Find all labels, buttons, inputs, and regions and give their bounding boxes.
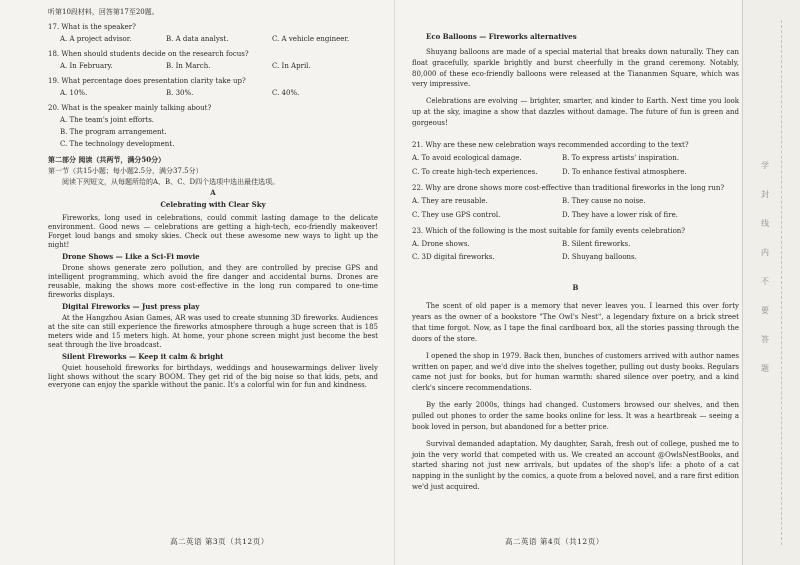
- subheading-drone-shows: Drone Shows — Like a Sci-Fi movie: [62, 252, 200, 262]
- option: A. A project advisor.: [60, 34, 132, 43]
- passage-paragraph: By the early 2000s, things had changed. Customers browsed our shelves, and then pulled out phones to order the same books online for less. It was a heartbreak — seeing a book loved in person, but abandoned for a better price.: [412, 401, 739, 431]
- subheading-digital-fireworks: Digital Fireworks — Just press play: [62, 301, 200, 311]
- option: C. In April.: [272, 61, 311, 70]
- question-17-options: [48, 35, 378, 44]
- option: B. The program arrangement.: [60, 127, 167, 136]
- subheading-eco-balloons: Eco Balloons — Fireworks alternatives: [426, 32, 577, 41]
- option: C. 40%.: [272, 88, 300, 97]
- option: B. To express artists' inspiration.: [562, 153, 679, 162]
- option: D. To enhance festival atmosphere.: [562, 167, 687, 176]
- option: A. The team's joint efforts.: [60, 115, 155, 124]
- passage-paragraph: Quiet household fireworks for birthdays, weddings and housewarmings deliver lively light shows without the scary BOOM. They get rid of the big noise so that kids, pets, and everyone can enjoy the sparkle without the panic. It's a colorful win for fun and kindness.: [48, 363, 378, 390]
- passage-paragraph: Survival demanded adaptation. My daughter, Sarah, fresh out of college, pushed me to join the very world that competed with us. We created an account @OwlsNestBooks, and started sharing not just new arrivals, but updates of the shop's life: a photo of a cat napping in the sunlight by the comics, a quote from a beloved novel, and a rare first edition we'd just acquired.: [412, 439, 739, 492]
- question-22-options-row2: [412, 211, 739, 220]
- option: A. They are reusable.: [412, 196, 488, 205]
- section-one-heading: 第一节（共15小题；每小题2.5分，满分37.5分）: [48, 167, 203, 176]
- passage-paragraph: Shuyang balloons are made of a special material that breaks down naturally. They can float gracefully, sparkle brightly and burst cheerfully in the grand ceremony. Notably, 80,000 of these eco-friendly balloons were released at the Tiananmen Square, which was very impressive.: [412, 47, 739, 89]
- option: B. A data analyst.: [166, 34, 229, 43]
- option: C. To create high-tech experiences.: [412, 167, 538, 176]
- option: C. They use GPS control.: [412, 210, 501, 219]
- option: A. To avoid ecological damage.: [412, 153, 522, 162]
- part-two-heading: 第二部分 阅读（共两节，满分50分）: [48, 155, 166, 165]
- seal-char: 线: [761, 219, 769, 228]
- seal-char: 不: [761, 277, 769, 286]
- page-footer-right: 高二英语 第4页（共12页）: [505, 537, 604, 546]
- question-19-options: [48, 89, 378, 98]
- listening-intro: 听第10段材料，回答第17至20题。: [48, 8, 159, 16]
- option: C. A vehicle engineer.: [272, 34, 350, 43]
- passage-title: Celebrating with Clear Sky: [160, 200, 266, 210]
- binding-margin: [742, 0, 800, 565]
- passage-paragraph: Celebrations are evolving — brighter, smarter, and kinder to Earth. Next time you look up at the sky, imagine a show that dazzles without damage. The future of fun is green and gorgeous!: [412, 97, 739, 128]
- question-21-options-row2: [412, 168, 739, 177]
- option: B. They cause no noise.: [562, 196, 646, 205]
- option: A. In February.: [60, 61, 113, 70]
- seal-char: 答: [761, 335, 769, 344]
- option: D. Shuyang balloons.: [562, 253, 637, 262]
- option: A. Drone shows.: [412, 239, 470, 248]
- seal-line: [781, 20, 782, 545]
- question-23-options-row1: [412, 240, 739, 249]
- question-20: 20. What is the speaker mainly talking about?: [48, 103, 212, 112]
- question-18: 18. When should students decide on the research focus?: [48, 49, 249, 58]
- question-22-options-row1: [412, 197, 739, 206]
- reading-instruction: 阅读下列短文，从每题所给的A、B、C、D四个选项中选出最佳选项。: [62, 178, 280, 187]
- passage-letter-a: A: [210, 188, 216, 198]
- option: B. 30%.: [166, 88, 194, 97]
- option: A. 10%.: [60, 88, 88, 97]
- question-21-options-row1: [412, 154, 739, 163]
- question-17: 17. What is the speaker?: [48, 22, 136, 31]
- seal-char: 题: [761, 364, 769, 373]
- passage-paragraph: Fireworks, long used in celebrations, could commit lasting damage to the delicate environment. Good news — celebrations are getting a high-tech, eco-friendly makeover! Forget loud bangs and smoky skies. Check out these awesome new ways to light up the night!: [48, 214, 378, 250]
- passage-letter-b: B: [572, 283, 579, 293]
- subheading-silent-fireworks: Silent Fireworks — Keep it calm & bright: [62, 351, 224, 361]
- question-21: 21. Why are these new celebration ways recommended according to the text?: [412, 140, 689, 149]
- question-19: 19. What percentage does presentation clarity take up?: [48, 76, 246, 85]
- question-22: 22. Why are drone shows more cost-effective than traditional fireworks in the long run?: [412, 183, 725, 192]
- option: B. In March.: [166, 61, 211, 70]
- left-page: [0, 0, 388, 565]
- option: B. Silent fireworks.: [562, 239, 631, 248]
- page-footer-left: 高二英语 第3页（共12页）: [170, 537, 269, 546]
- question-23: 23. Which of the following is the most suitable for family events celebration?: [412, 226, 686, 235]
- option: C. 3D digital fireworks.: [412, 253, 495, 262]
- seal-char: 要: [761, 306, 769, 315]
- option: C. The technology development.: [60, 139, 175, 148]
- question-18-options: [48, 62, 378, 71]
- page-fold-divider: [394, 0, 395, 565]
- seal-char: 内: [761, 248, 769, 257]
- seal-line-notice: [755, 160, 775, 374]
- passage-paragraph: I opened the shop in 1979. Back then, bunches of customers arrived with author names written on paper, and we'd dive into the shelves together, pulling out dusty books. Regulars came not just for books, but for human warmth: shared silence over poetry, and a kind clerk's sincere recommendations.: [412, 351, 739, 393]
- passage-paragraph: Drone shows generate zero pollution, and they are controlled by precise GPS and intelligent programming, which avoid the fire danger and accidental burns. Drones are reusable, making the shows more cost-effective in the long run compared to one-time fireworks displays.: [48, 264, 378, 299]
- option: D. They have a lower risk of fire.: [562, 210, 678, 219]
- right-page: [400, 0, 745, 565]
- passage-paragraph: The scent of old paper is a memory that never leaves you. I learned this over forty years as the owner of a bookstore "The Owl's Nest", a legendary fixture on a brick street that time forgot. Now, as I tape the final cardboard box, all the stories passing through the doors of the store.: [412, 302, 739, 343]
- seal-char: 封: [761, 190, 769, 199]
- question-23-options-row2: [412, 253, 739, 262]
- seal-char: 学: [761, 161, 769, 170]
- passage-paragraph: At the Hangzhou Asian Games, AR was used to create stunning 3D fireworks. Audiences at the site can still experience the fireworks atmosphere through a huge screen that is 185 meters wide and 15 meters high. At home, your phone screen might just become the best seat through the live broadcast.: [48, 313, 378, 349]
